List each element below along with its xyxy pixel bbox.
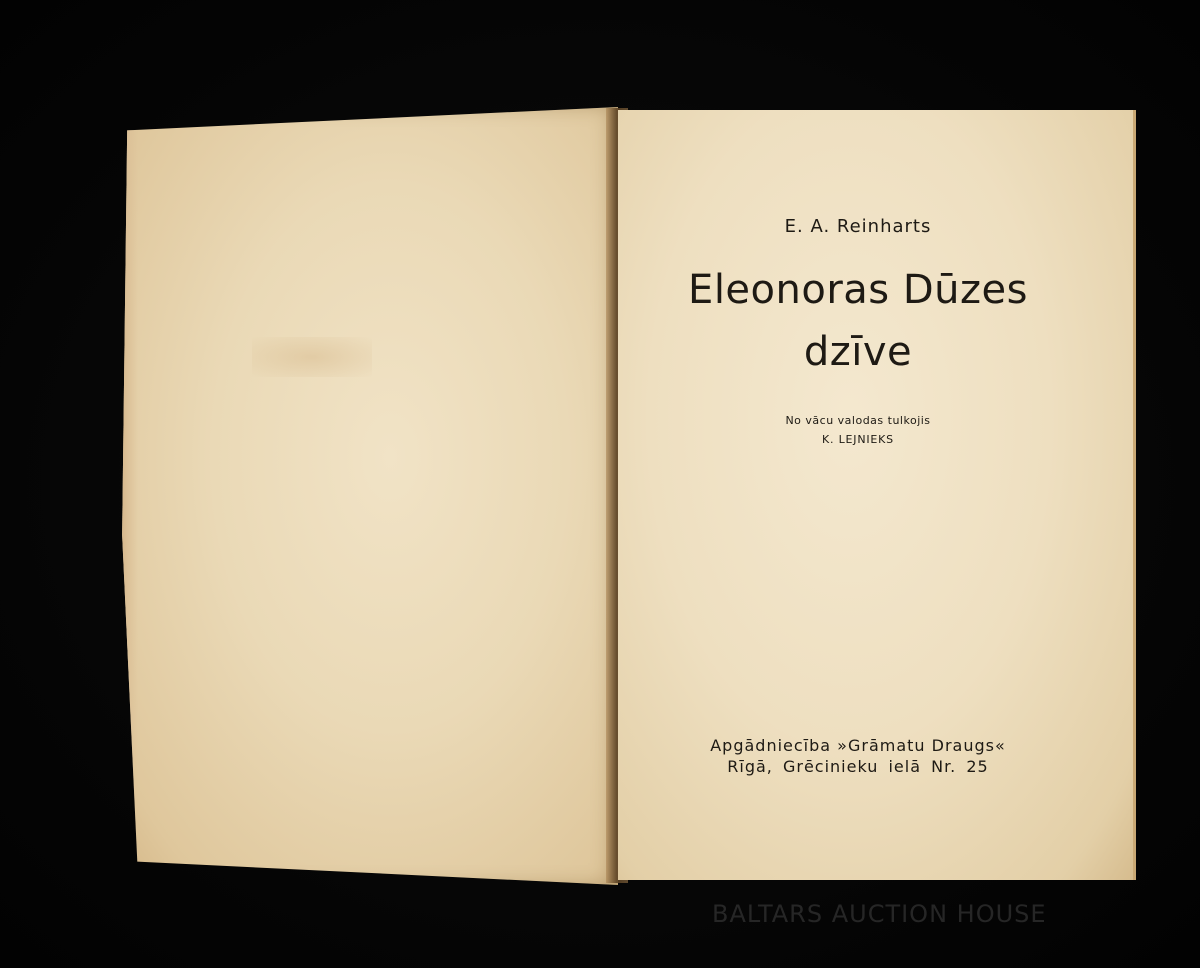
book-title-line-2: dzīve <box>803 329 913 375</box>
author-name: E. A. Reinharts <box>784 216 932 237</box>
left-blank-page <box>112 107 618 885</box>
book-title-line-1: Eleonoras Dūzes <box>688 267 1028 313</box>
translator-note: No vācu valodas tulkojis <box>785 414 931 427</box>
title-page <box>618 110 1136 880</box>
publisher-name: Apgādniecība »Grāmatu Draugs« <box>710 736 1006 755</box>
publisher-address: Rīgā, Grēcinieku ielā Nr. 25 <box>727 757 989 776</box>
auction-house-watermark: BALTARS AUCTION HOUSE <box>712 900 1047 928</box>
translator-name: K. LEJNIEKS <box>822 433 894 446</box>
title-page-text <box>618 110 1133 880</box>
